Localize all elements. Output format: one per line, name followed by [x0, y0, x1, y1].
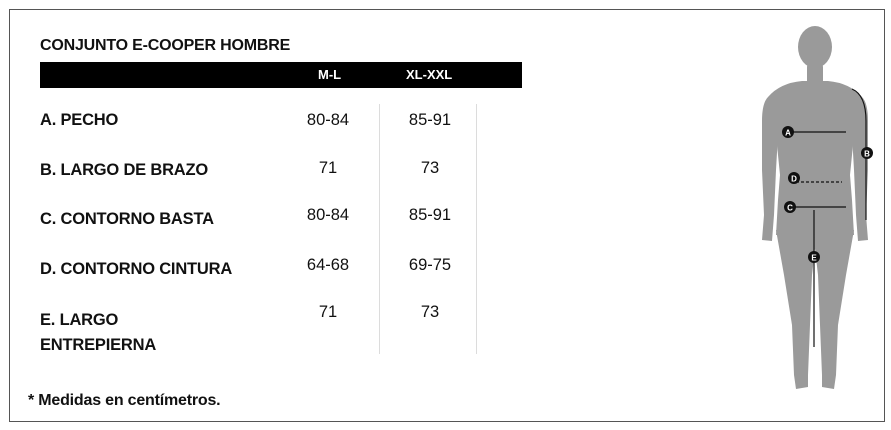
units-footnote: * Medidas en centímetros. [28, 392, 221, 409]
row-label-contorno-basta: C. CONTORNO BASTA [40, 210, 214, 228]
column-header-m-l: M-L [318, 67, 342, 82]
marker-c [784, 201, 796, 213]
svg-text:D: D [791, 174, 797, 184]
svg-text:C: C [787, 203, 793, 213]
row-label-largo-brazo: B. LARGO DE BRAZO [40, 161, 209, 179]
column-divider [476, 104, 477, 354]
marker-e [808, 251, 820, 263]
svg-text:E: E [811, 253, 817, 263]
value-contorno-basta-xl-xxl: 85-91 [408, 206, 452, 224]
value-pecho-m-l: 80-84 [306, 111, 350, 129]
value-pecho-xl-xxl: 85-91 [408, 111, 452, 129]
value-contorno-cintura-xl-xxl: 69-75 [408, 256, 452, 274]
value-largo-brazo-xl-xxl: 73 [420, 159, 440, 177]
value-largo-brazo-m-l: 71 [318, 159, 338, 177]
column-divider [379, 104, 380, 354]
body-measurement-figure [750, 25, 880, 400]
row-label-largo-entrepierna: E. LARGO ENTREPIERNA [40, 311, 157, 354]
svg-text:A: A [785, 128, 791, 138]
column-header-xl-xxl: XL-XXL [406, 67, 453, 82]
svg-text:B: B [864, 149, 870, 159]
marker-d [788, 172, 800, 184]
marker-b [861, 147, 873, 159]
value-contorno-basta-m-l: 80-84 [306, 206, 350, 224]
table-header-bar [40, 62, 522, 88]
marker-a [782, 126, 794, 138]
chart-title: CONJUNTO E-COOPER HOMBRE [40, 37, 291, 54]
row-label-contorno-cintura: D. CONTORNO CINTURA [40, 260, 233, 278]
value-largo-entrepierna-m-l: 71 [318, 303, 338, 321]
row-label-pecho: A. PECHO [40, 111, 119, 129]
value-contorno-cintura-m-l: 64-68 [306, 256, 350, 274]
value-largo-entrepierna-xl-xxl: 73 [420, 303, 440, 321]
